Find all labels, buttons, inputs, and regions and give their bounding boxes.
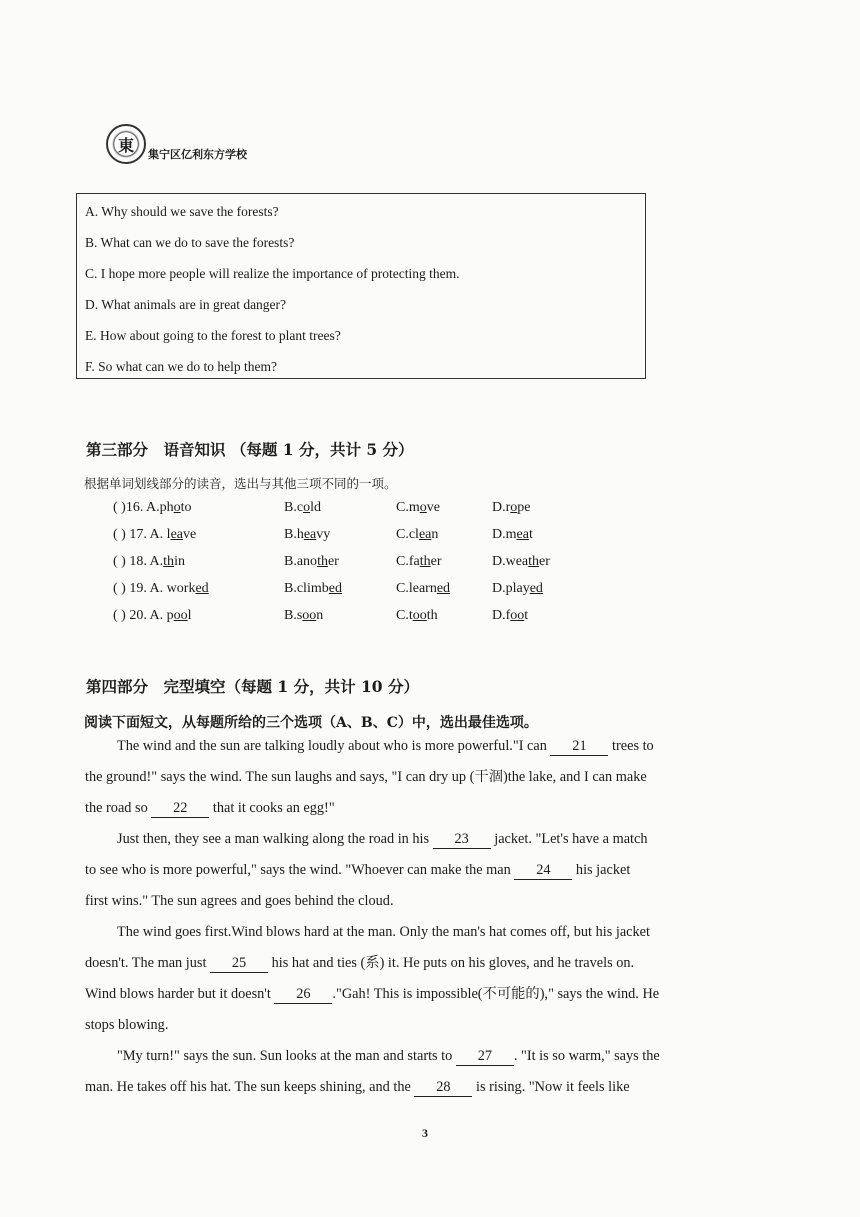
passage-line: Just then, they see a man walking along the road in his 23 jacket. "Let's have a match [117, 831, 648, 847]
choice-c: C.move [396, 500, 440, 515]
option-d: D. What animals are in great danger? [85, 297, 287, 312]
option-f: F. So what can we do to help them? [85, 359, 278, 374]
answer-blank[interactable]: 26 [274, 985, 332, 1004]
passage-line: the road so 22 that it cooks an egg!" [85, 800, 335, 816]
option-a: A. Why should we save the forests? [85, 204, 279, 219]
answer-blank[interactable]: 23 [433, 830, 491, 849]
cloze-passage [85, 731, 757, 1103]
part4-title: 第四部分 完型填空（每题 1 分，共计 10 分） [86, 677, 419, 696]
question-row [113, 554, 673, 574]
choice-d: D.played [492, 581, 543, 596]
part4-instruction: 阅读下面短文，从每题所给的三个选项（A、B、C）中，选出最佳选项。 [84, 715, 538, 731]
passage-line: "My turn!" says the sun. Sun looks at the man and starts to 27 . "It is so warm," says the [117, 1048, 660, 1064]
school-logo: 東 [106, 124, 146, 164]
passage-line: first wins." The sun agrees and goes behind the cloud. [85, 893, 394, 909]
passage-line: the ground!" says the wind. The sun laughs and says, "I can dry up (干涸)the lake, and I can make [85, 769, 647, 785]
answer-blank[interactable]: 21 [550, 737, 608, 756]
choice-d: D.foot [492, 608, 529, 623]
option-b: B. What can we do to save the forests? [85, 235, 295, 250]
passage-line: The wind goes first.Wind blows hard at the man. Only the man's hat comes off, but his jacket [117, 924, 650, 940]
question-row [113, 527, 673, 547]
options-box [76, 193, 646, 379]
question-row [113, 608, 673, 628]
choice-b: B.heavy [284, 527, 331, 542]
choice-d: D.meat [492, 527, 533, 542]
choice-b: B.soon [284, 608, 324, 623]
choice-b: B.another [284, 554, 339, 569]
school-header [106, 124, 247, 164]
part3-instruction: 根据单词划线部分的读音，选出与其他三项不同的一项。 [84, 476, 397, 491]
choice-a: ( )16. A.photo [113, 500, 192, 515]
question-row [113, 581, 673, 601]
option-c: C. I hope more people will realize the importance of protecting them. [85, 266, 460, 281]
choice-c: C.tooth [396, 608, 438, 623]
choice-a: ( ) 19. A. worked [113, 581, 209, 596]
question-row [113, 500, 673, 520]
answer-blank[interactable]: 22 [151, 799, 209, 818]
passage-line: man. He takes off his hat. The sun keeps shining, and the 28 is rising. "Now it feels like [85, 1079, 630, 1095]
answer-blank[interactable]: 24 [514, 861, 572, 880]
choice-b: B.cold [284, 500, 321, 515]
passage-line: doesn't. The man just 25 his hat and ties (系) it. He puts on his gloves, and he travels on. [85, 955, 635, 971]
passage-line: The wind and the sun are talking loudly about who is more powerful."I can 21 trees to [117, 738, 654, 754]
answer-blank[interactable]: 25 [210, 954, 268, 973]
choice-c: C.learned [396, 581, 451, 596]
passage-line: stops blowing. [85, 1017, 169, 1033]
choice-a: ( ) 17. A. leave [113, 527, 197, 542]
choice-d: D.weather [492, 554, 550, 569]
page-number: 3 [422, 1126, 428, 1140]
passage-line: to see who is more powerful," says the wind. "Whoever can make the man 24 his jacket [85, 862, 631, 878]
passage-line: Wind blows harder but it doesn't 26 ."Gah! This is impossible(不可能的)," says the wind. He [85, 986, 660, 1002]
part3-title: 第三部分 语音知识 （每题 1 分，共计 5 分） [86, 440, 414, 459]
choice-c: C.father [396, 554, 442, 569]
choice-d: D.rope [492, 500, 531, 515]
school-name: 集宁区亿利东方学校 [148, 149, 247, 161]
option-e: E. How about going to the forest to plant trees? [85, 328, 341, 343]
answer-blank[interactable]: 28 [414, 1078, 472, 1097]
choice-a: ( ) 20. A. pool [113, 608, 192, 623]
answer-blank[interactable]: 27 [456, 1047, 514, 1066]
choice-b: B.climbed [284, 581, 342, 596]
choice-c: C.clean [396, 527, 439, 542]
choice-a: ( ) 18. A.thin [113, 554, 185, 569]
